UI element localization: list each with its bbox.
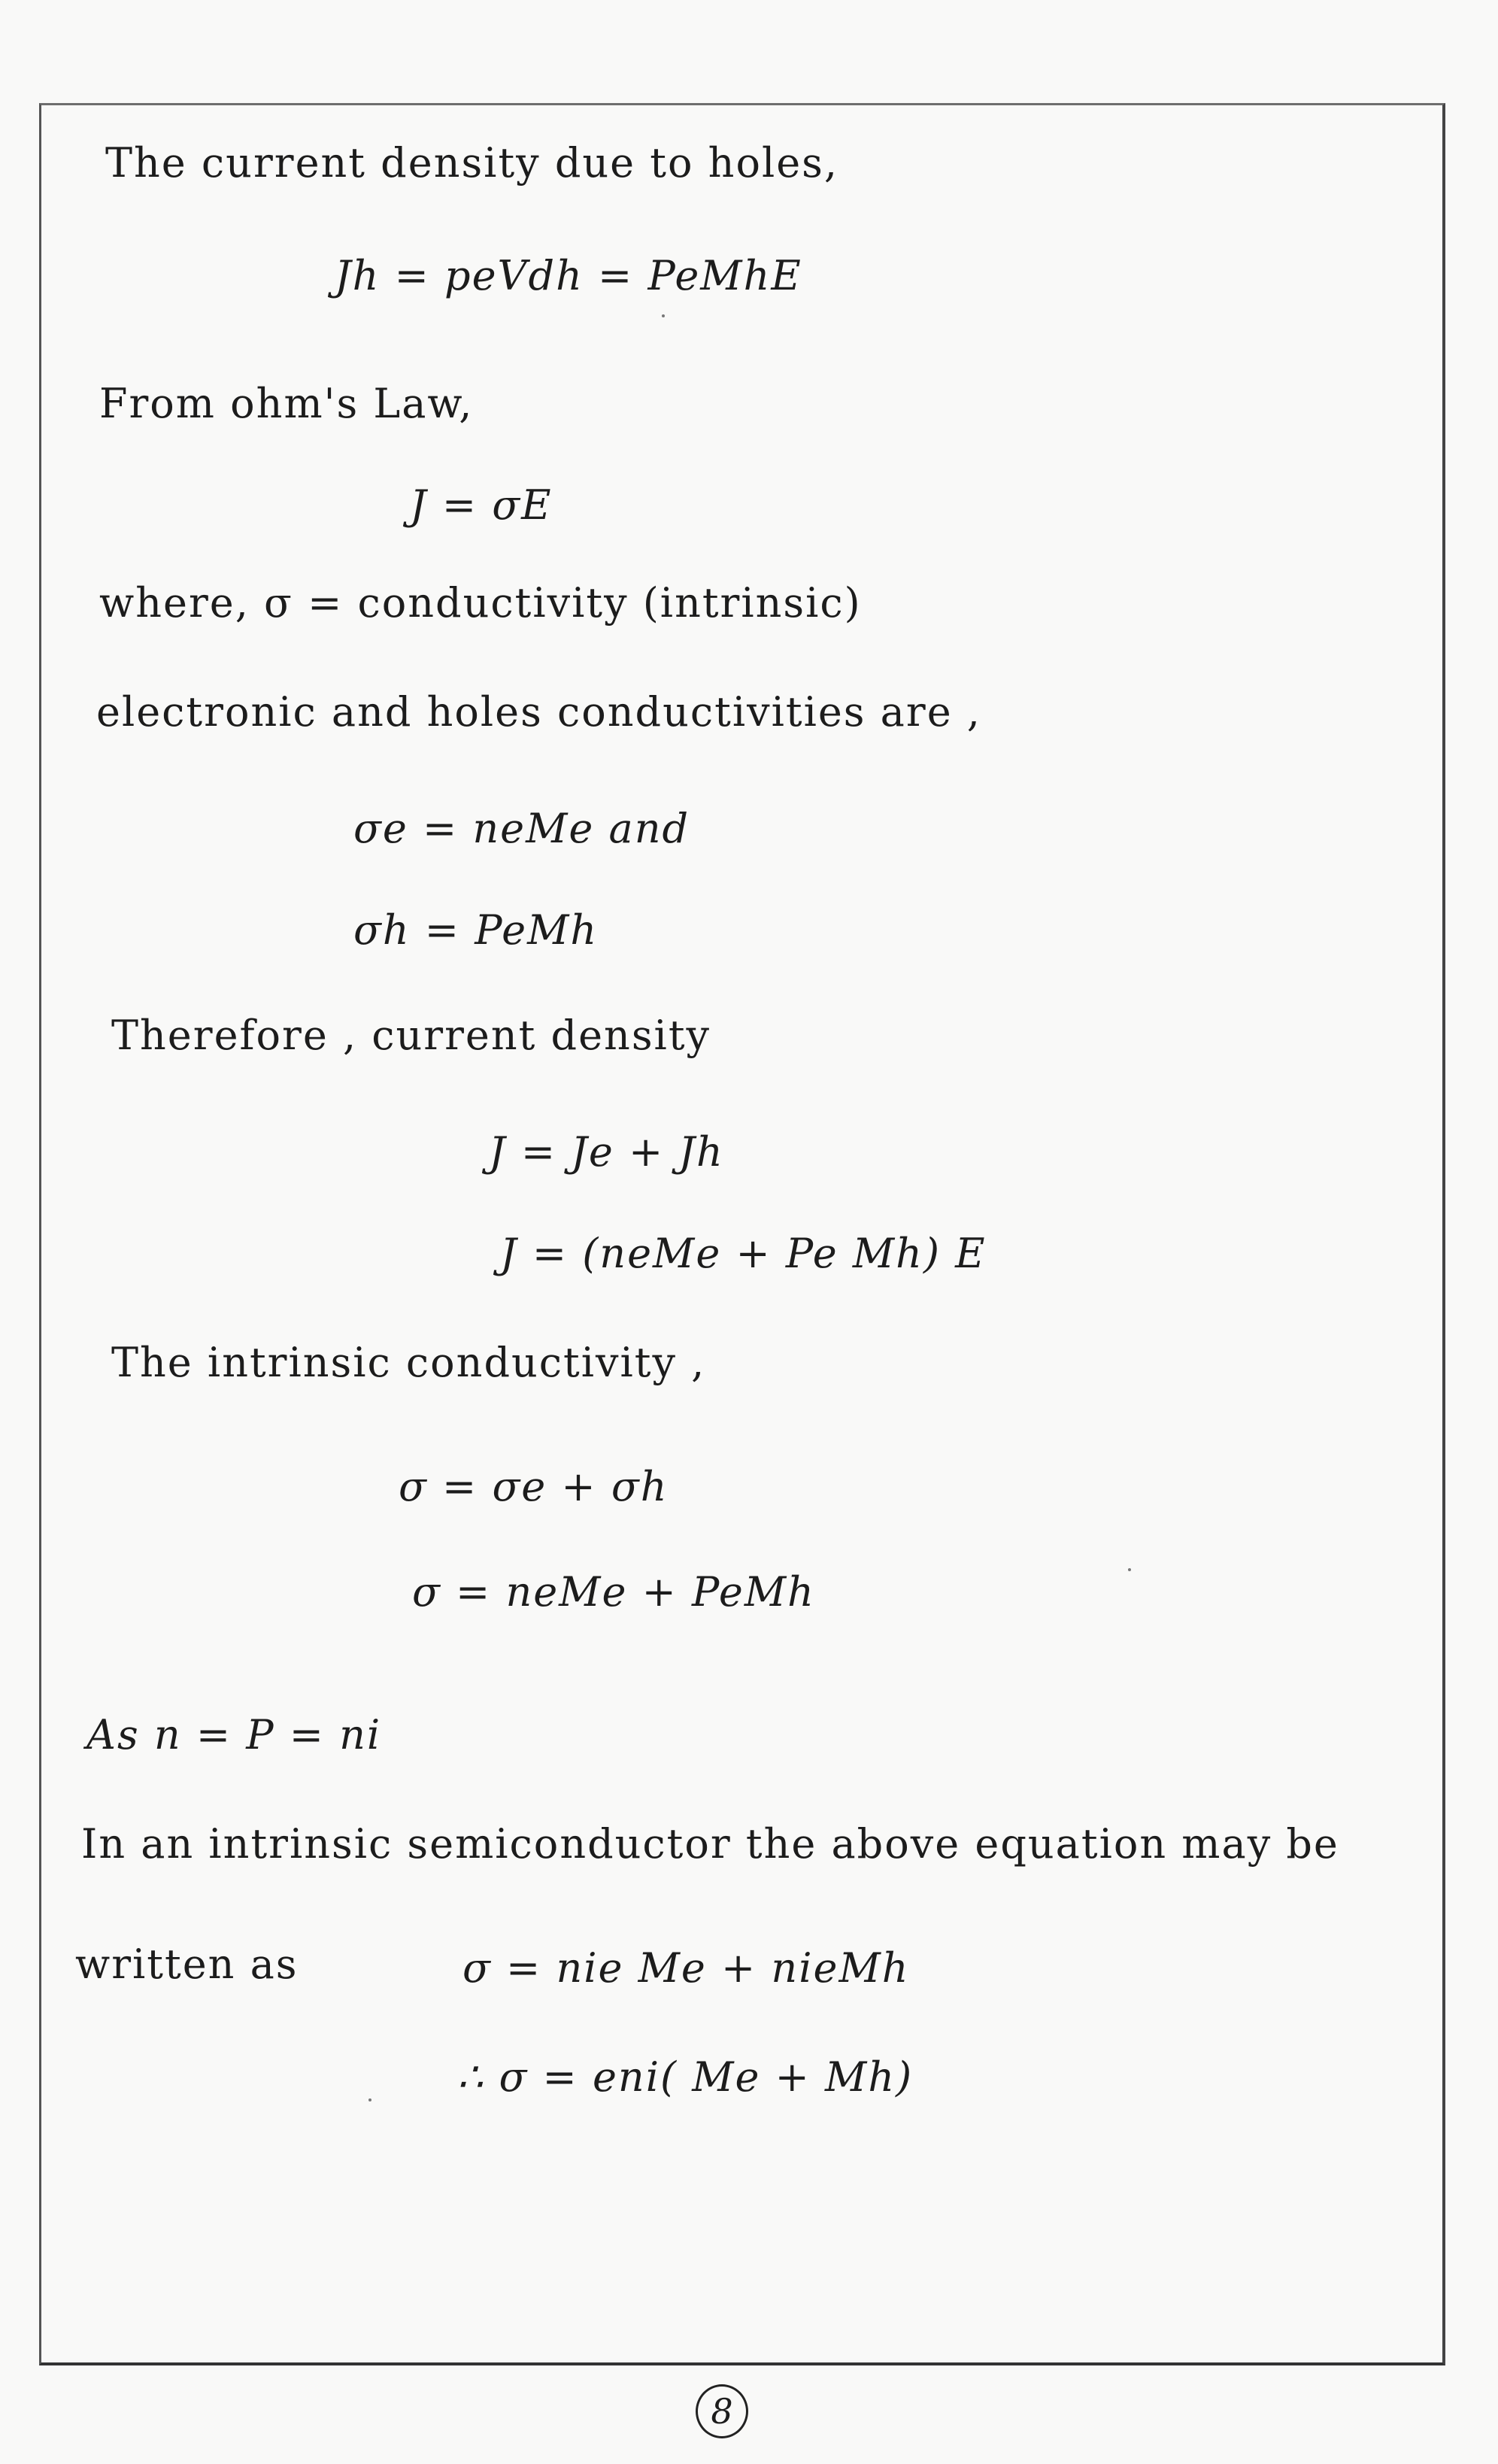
equation-total-current-density: J = Je + Jh	[489, 1128, 724, 1176]
equation-hole-conductivity: σh = PeMh	[353, 906, 599, 954]
paper-speck	[662, 314, 665, 317]
text-line-intrinsic-semiconductor: In an intrinsic semiconductor the above equation may be	[81, 1820, 1339, 1868]
equation-intrinsic-conductivity-final: ∴ σ = eni( Me + Mh)	[457, 2053, 914, 2101]
equation-conductivity-expanded: σ = neMe + PeMh	[412, 1568, 815, 1616]
equation-hole-current-density: Jh = peVdh = PeMhE	[335, 252, 802, 299]
text-line-conductivity-definition: where, σ = conductivity (intrinsic)	[99, 579, 862, 627]
text-line-ohms-law: From ohm's Law,	[99, 380, 474, 427]
equation-conductivity-sum: σ = σe + σh	[399, 1463, 669, 1510]
text-line-written-as: written as	[75, 1941, 299, 1988]
equation-current-density-expanded: J = (neMe + Pe Mh) E	[500, 1230, 987, 1277]
paper-speck	[1128, 1568, 1131, 1571]
equation-electron-conductivity: σe = neMe and	[353, 805, 690, 852]
text-line-intrinsic-conductivity: The intrinsic conductivity ,	[111, 1339, 706, 1386]
equation-intrinsic-conductivity: σ = nie Me + nieMh	[462, 1944, 910, 1992]
page-number-circle: 8	[696, 2384, 748, 2438]
text-line-conductivities-intro: electronic and holes conductivities are ,	[96, 688, 981, 736]
equation-carrier-concentration: As n = P = ni	[86, 1711, 382, 1758]
paper-speck	[368, 2098, 371, 2101]
equation-ohms-law: J = σE	[410, 481, 553, 529]
text-line-current-density-holes: The current density due to holes,	[105, 139, 839, 187]
text-line-therefore: Therefore , current density	[111, 1012, 711, 1059]
